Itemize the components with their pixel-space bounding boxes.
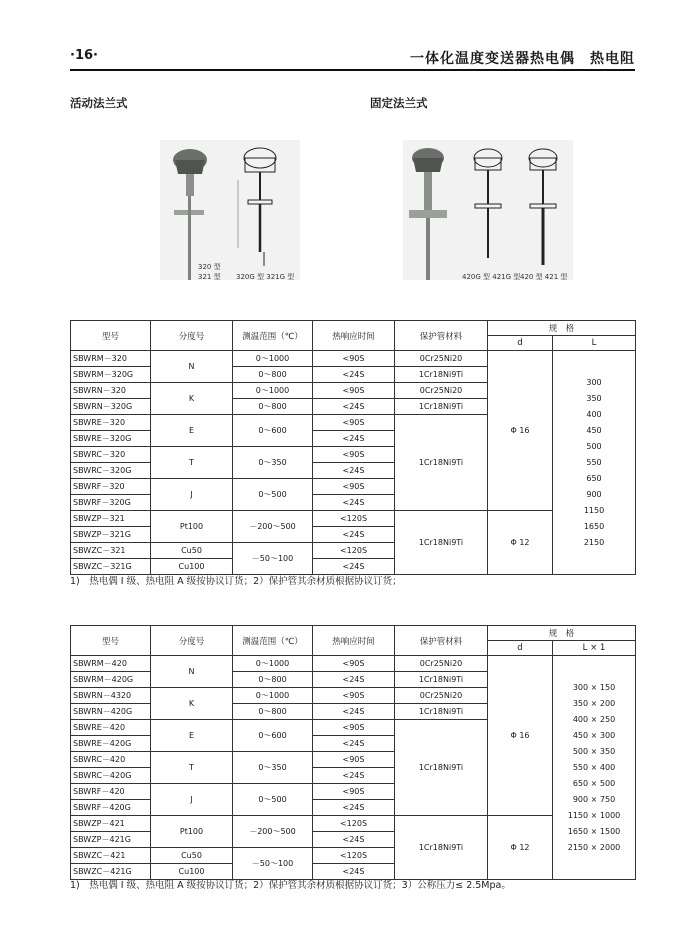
L-value: 550: [586, 457, 602, 467]
response-cell: <90S: [313, 415, 395, 431]
range-cell: 0～500: [233, 784, 313, 816]
table-row: [71, 816, 636, 832]
spec-table-420-series: [70, 625, 636, 880]
model-cell: SBWRM－320G: [71, 367, 151, 383]
material-cell: 1Cr18Ni9Ti: [395, 720, 488, 816]
material-cell: 1Cr18Ni9Ti: [395, 816, 488, 880]
page-number: ·16·: [70, 48, 98, 63]
range-cell: －200～500: [233, 511, 313, 543]
response-cell: <24S: [313, 527, 395, 543]
response-cell: <24S: [313, 367, 395, 383]
response-cell: <90S: [313, 752, 395, 768]
movable-flange-product-image: [160, 140, 300, 280]
d-cell: Φ 12: [488, 816, 553, 880]
header-material: 保护管材料: [395, 626, 488, 656]
response-cell: <24S: [313, 431, 395, 447]
response-cell: <90S: [313, 447, 395, 463]
table-row: [71, 656, 636, 672]
range-cell: 0～1000: [233, 383, 313, 399]
model-cell: SBWRN－320G: [71, 399, 151, 415]
model-cell: SBWRN－320: [71, 383, 151, 399]
model-cell: SBWRC－420G: [71, 768, 151, 784]
model-cell: SBWRC－320: [71, 447, 151, 463]
response-cell: <90S: [313, 688, 395, 704]
L-value: 400: [586, 409, 602, 419]
model-cell: SBWZC－421: [71, 848, 151, 864]
header-spec: 规 格: [488, 321, 636, 336]
response-cell: <24S: [313, 672, 395, 688]
graduation-cell: Cu50: [151, 543, 233, 559]
graduation-cell: Pt100: [151, 816, 233, 848]
header-d: d: [488, 336, 553, 351]
model-cell: SBWRE－420: [71, 720, 151, 736]
L-value: 350 × 200: [572, 698, 616, 708]
figure-caption-321: 321 型: [198, 273, 221, 281]
response-cell: <90S: [313, 720, 395, 736]
figure-caption-320: 320 型: [198, 263, 221, 271]
L-value: 1150 × 1000: [567, 810, 621, 820]
range-cell: 0～600: [233, 720, 313, 752]
header-material: 保护管材料: [395, 321, 488, 351]
L-value: 2150 × 2000: [567, 842, 621, 852]
d-cell: Φ 12: [488, 511, 553, 575]
model-cell: SBWZP－421G: [71, 832, 151, 848]
L-value: 550 × 400: [572, 762, 616, 772]
header-L: L × 1: [553, 641, 636, 656]
model-cell: SBWRF－420: [71, 784, 151, 800]
graduation-cell: T: [151, 752, 233, 784]
graduation-cell: Cu100: [151, 559, 233, 575]
material-cell: 1Cr18Ni9Ti: [395, 399, 488, 415]
graduation-cell: E: [151, 415, 233, 447]
response-cell: <24S: [313, 864, 395, 880]
model-cell: SBWRF－420G: [71, 800, 151, 816]
material-cell: 1Cr18Ni9Ti: [395, 672, 488, 688]
fixed-flange-sensor-drawing: [403, 140, 573, 280]
L-value: 900 × 750: [572, 794, 616, 804]
graduation-cell: T: [151, 447, 233, 479]
response-cell: <24S: [313, 495, 395, 511]
figure-caption-420g-421g: 420G 型 421G 型: [462, 273, 521, 281]
response-cell: <24S: [313, 463, 395, 479]
response-cell: <24S: [313, 768, 395, 784]
graduation-cell: J: [151, 479, 233, 511]
material-cell: 0Cr25Ni20: [395, 383, 488, 399]
d-cell: Φ 16: [488, 656, 553, 816]
L-value: 650 × 500: [572, 778, 616, 788]
material-cell: 1Cr18Ni9Ti: [395, 415, 488, 511]
L-value: 1150: [583, 505, 605, 515]
graduation-cell: Cu100: [151, 864, 233, 880]
header-spec: 规 格: [488, 626, 636, 641]
table-row: [71, 351, 636, 367]
response-cell: <24S: [313, 559, 395, 575]
response-cell: <120S: [313, 816, 395, 832]
range-cell: 0～800: [233, 672, 313, 688]
graduation-cell: K: [151, 688, 233, 720]
header-range: 测温范围（℃）: [233, 626, 313, 656]
model-cell: SBWRN－420G: [71, 704, 151, 720]
L-value: 500 × 350: [572, 746, 616, 756]
model-cell: SBWZP－421: [71, 816, 151, 832]
L-value: 900: [586, 489, 602, 499]
graduation-cell: J: [151, 784, 233, 816]
range-cell: 0～350: [233, 447, 313, 479]
movable-flange-sensor-drawing: [160, 140, 300, 280]
graduation-cell: K: [151, 383, 233, 415]
model-cell: SBWZC－321G: [71, 559, 151, 575]
material-cell: 0Cr25Ni20: [395, 351, 488, 367]
range-cell: 0～500: [233, 479, 313, 511]
section-label-movable-flange: 活动法兰式: [70, 96, 128, 110]
graduation-cell: E: [151, 720, 233, 752]
graduation-cell: N: [151, 351, 233, 383]
section-label-fixed-flange: 固定法兰式: [370, 96, 428, 110]
range-cell: 0～1000: [233, 688, 313, 704]
graduation-cell: Cu50: [151, 848, 233, 864]
header-range: 测温范围（℃）: [233, 321, 313, 351]
range-cell: 0～1000: [233, 351, 313, 367]
model-cell: SBWRM－420: [71, 656, 151, 672]
model-cell: SBWRN－4320: [71, 688, 151, 704]
graduation-cell: N: [151, 656, 233, 688]
material-cell: 0Cr25Ni20: [395, 656, 488, 672]
model-cell: SBWRF－320G: [71, 495, 151, 511]
header-response: 热响应时间: [313, 321, 395, 351]
header-response: 热响应时间: [313, 626, 395, 656]
response-cell: <90S: [313, 479, 395, 495]
range-cell: 0～800: [233, 399, 313, 415]
L-value: 300: [586, 377, 602, 387]
figure-caption-320g-321g: 320G 型 321G 型: [236, 273, 295, 281]
model-cell: SBWRE－320G: [71, 431, 151, 447]
material-cell: 1Cr18Ni9Ti: [395, 511, 488, 575]
page-header: [70, 46, 635, 68]
response-cell: <120S: [313, 543, 395, 559]
header-model: 型号: [71, 626, 151, 656]
range-cell: －200～500: [233, 816, 313, 848]
header-model: 型号: [71, 321, 151, 351]
response-cell: <90S: [313, 656, 395, 672]
chapter-title: 一体化温度变送器热电偶 热电阻: [410, 51, 635, 67]
header-graduation: 分度号: [151, 321, 233, 351]
L-values-cell: [553, 656, 636, 880]
response-cell: <24S: [313, 704, 395, 720]
response-cell: <90S: [313, 351, 395, 367]
L-value: 450: [586, 425, 602, 435]
header-L: L: [553, 336, 636, 351]
d-cell: Φ 16: [488, 351, 553, 511]
L-value: 500: [586, 441, 602, 451]
L-values-cell: [553, 351, 636, 575]
header-graduation: 分度号: [151, 626, 233, 656]
model-cell: SBWRF－320: [71, 479, 151, 495]
table2-note: 1) 热电偶 I 级、热电阻 A 级按协议订货；2）保护管其余材质根据协议订货；3）公称压力≤ 2.5Mpa。: [70, 880, 511, 891]
spec-table-320-series: [70, 320, 636, 575]
fixed-flange-product-image: [403, 140, 573, 280]
L-value: 450 × 300: [572, 730, 616, 740]
material-cell: 0Cr25Ni20: [395, 688, 488, 704]
L-value: 1650: [583, 521, 605, 531]
range-cell: 0～800: [233, 704, 313, 720]
range-cell: －50～100: [233, 543, 313, 575]
response-cell: <24S: [313, 736, 395, 752]
L-value: 350: [586, 393, 602, 403]
L-value: 400 × 250: [572, 714, 616, 724]
table1-note: 1) 热电偶 I 级、热电阻 A 级按协议订货；2）保护管其余材质根据协议订货；: [70, 576, 402, 587]
range-cell: －50～100: [233, 848, 313, 880]
response-cell: <90S: [313, 383, 395, 399]
response-cell: <24S: [313, 399, 395, 415]
model-cell: SBWZC－321: [71, 543, 151, 559]
header-rule: [70, 69, 635, 71]
range-cell: 0～350: [233, 752, 313, 784]
model-cell: SBWZC－421G: [71, 864, 151, 880]
response-cell: <24S: [313, 832, 395, 848]
model-cell: SBWRC－420: [71, 752, 151, 768]
L-value: 650: [586, 473, 602, 483]
model-cell: SBWRM－420G: [71, 672, 151, 688]
model-cell: SBWZP－321: [71, 511, 151, 527]
response-cell: <120S: [313, 848, 395, 864]
figure-caption-420-421: 420 型 421 型: [520, 273, 568, 281]
model-cell: SBWRE－320: [71, 415, 151, 431]
model-cell: SBWRC－320G: [71, 463, 151, 479]
model-cell: SBWRE－420G: [71, 736, 151, 752]
L-value: 2150: [583, 537, 605, 547]
table-row: [71, 511, 636, 527]
L-value: 300 × 150: [572, 682, 616, 692]
graduation-cell: Pt100: [151, 511, 233, 543]
header-d: d: [488, 641, 553, 656]
response-cell: <24S: [313, 800, 395, 816]
range-cell: 0～800: [233, 367, 313, 383]
model-cell: SBWZP－321G: [71, 527, 151, 543]
material-cell: 1Cr18Ni9Ti: [395, 704, 488, 720]
model-cell: SBWRM－320: [71, 351, 151, 367]
range-cell: 0～1000: [233, 656, 313, 672]
L-value: 1650 × 1500: [567, 826, 621, 836]
response-cell: <90S: [313, 784, 395, 800]
response-cell: <120S: [313, 511, 395, 527]
range-cell: 0～600: [233, 415, 313, 447]
material-cell: 1Cr18Ni9Ti: [395, 367, 488, 383]
